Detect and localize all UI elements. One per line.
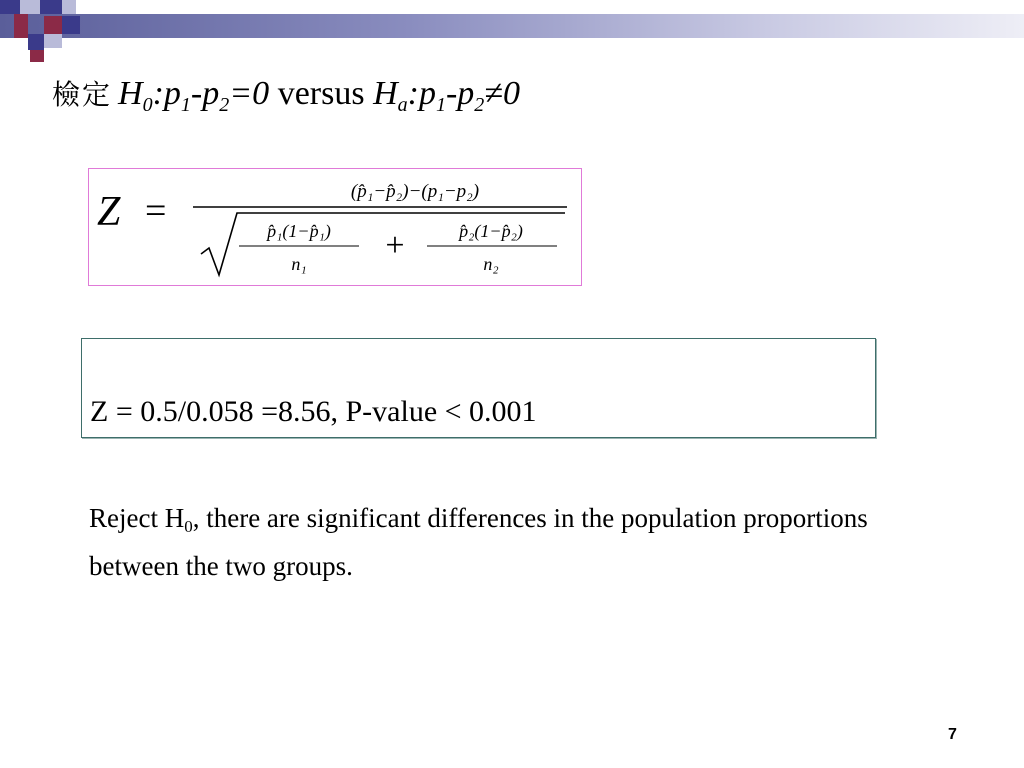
page-number: 7	[948, 726, 957, 743]
conclusion-prefix: Reject H	[89, 503, 185, 533]
title-p1-sub: 1	[180, 94, 191, 116]
title-ha: H	[373, 75, 398, 112]
title-p2: p	[202, 75, 220, 112]
header-band	[0, 14, 1024, 38]
term2-numerator: p̂₂(1−p̂₂)	[459, 221, 523, 241]
title-p1: p	[163, 75, 181, 112]
conclusion-sub: 0	[184, 517, 193, 536]
formula-box	[88, 168, 582, 286]
result-text: Z = 0.5/0.058 =8.56, P-value < 0.001	[90, 395, 537, 428]
header-square	[20, 0, 40, 14]
title-ha-sub: a	[397, 94, 408, 116]
header-square	[40, 0, 62, 14]
conclusion-rest: , there are significant differences in the population proportions between the two groups.	[89, 503, 868, 581]
header-square	[14, 14, 28, 38]
header-square	[30, 50, 44, 62]
title-p1b: p	[418, 75, 436, 112]
header-square	[44, 16, 62, 34]
formula-plus: +	[385, 227, 405, 264]
header-square	[44, 34, 62, 48]
title-p1b-sub: 1	[435, 94, 446, 116]
result-box	[81, 338, 876, 438]
title-versus: versus	[277, 75, 365, 112]
title-prefix: 檢定	[52, 78, 113, 111]
title-ne-zero: ≠0	[484, 75, 520, 112]
title-p2b: p	[457, 75, 475, 112]
title-p2b-sub: 2	[474, 94, 485, 116]
formula-lhs: Z	[97, 189, 121, 235]
term2-denominator: n₂	[483, 254, 499, 274]
page-title: 檢定 $H_0:p_1-p_2=0$ versus $H_a:p_1-p_2\ne 0$	[52, 75, 520, 116]
title-p2-sub: 2	[219, 94, 230, 116]
title-eq-zero: =0	[229, 75, 270, 112]
header-square	[62, 16, 80, 34]
title-h0-sub: 0	[142, 94, 153, 116]
formula-numerator: (p̂₁−p̂₂)−(p₁−p₂)	[350, 181, 480, 202]
term1-denominator: n₁	[291, 254, 307, 274]
term1-numerator: p̂₁(1−p̂₁)	[267, 221, 331, 241]
conclusion-text	[89, 494, 889, 590]
header-square	[28, 34, 44, 50]
title-h0: H	[118, 75, 143, 112]
formula-equals: =	[145, 190, 167, 232]
z-formula	[89, 169, 583, 287]
header-square	[62, 0, 76, 14]
header-square	[0, 0, 20, 14]
